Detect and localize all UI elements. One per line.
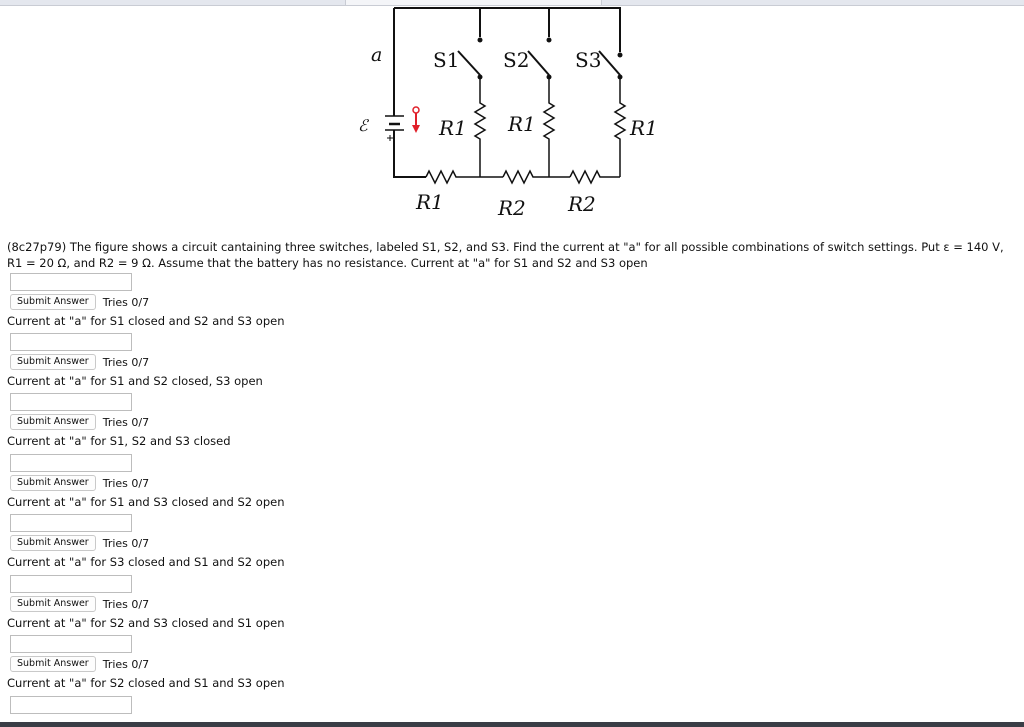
question-label-5: Current at "a" for S1 and S3 closed and S2 open <box>7 495 285 509</box>
bottom-bar <box>0 722 1024 727</box>
tries-counter-2: Tries 0/7 <box>102 355 150 369</box>
answer-block-5 <box>7 514 284 569</box>
submit-answer-button-2[interactable]: Submit Answer <box>10 354 96 370</box>
question-label-2: Current at "a" for S1 closed and S2 and S3 open <box>7 314 285 328</box>
question-label-4: Current at "a" for S1, S2 and S3 closed <box>7 434 231 448</box>
resistor-label-bottom-1: R1 <box>416 190 444 214</box>
answer-input-2[interactable] <box>10 333 132 351</box>
switch-label-s2: S2 <box>503 48 530 72</box>
answer-input-7[interactable] <box>10 635 132 653</box>
tries-counter-1: Tries 0/7 <box>102 295 150 309</box>
submit-answer-button-3[interactable]: Submit Answer <box>10 414 96 430</box>
answer-block-4 <box>7 454 284 509</box>
question-label-7: Current at "a" for S2 and S3 closed and S1 open <box>7 616 285 630</box>
tries-counter-7: Tries 0/7 <box>102 657 150 671</box>
resistor-label-top-3: R1 <box>630 116 658 140</box>
answer-input-8[interactable] <box>10 696 132 714</box>
submit-answer-button-7[interactable]: Submit Answer <box>10 656 96 672</box>
answer-input-1[interactable] <box>10 273 132 291</box>
tries-counter-3: Tries 0/7 <box>102 415 150 429</box>
problem-statement: (8c27p79) The figure shows a circuit cantaining three switches, labeled S1, S2, and S3. Find the current at "a" for all possible combinations of switch settings. Put ε = 140 V, R1 = 20 Ω, and R2 = 9 Ω. Assume that the battery has no resistance. Current at "a" for S1 and S2 and S3 open <box>7 240 1004 270</box>
resistor-label-top-1: R1 <box>439 116 467 140</box>
tries-counter-5: Tries 0/7 <box>102 536 150 550</box>
submit-answer-button-1[interactable]: Submit Answer <box>10 294 96 310</box>
question-label-3: Current at "a" for S1 and S2 closed, S3 open <box>7 374 263 388</box>
submit-answer-button-5[interactable]: Submit Answer <box>10 535 96 551</box>
question-label-8: Current at "a" for S2 closed and S1 and S3 open <box>7 676 285 690</box>
left-bottom-wire <box>394 130 426 177</box>
answer-block-1 <box>7 273 284 328</box>
switch-s1 <box>458 51 480 75</box>
switch-s2 <box>528 51 549 75</box>
tries-counter-6: Tries 0/7 <box>102 597 150 611</box>
question-label-6: Current at "a" for S3 closed and S1 and S2 open <box>7 555 285 569</box>
node-a-label: a <box>371 44 383 66</box>
switch-label-s3: S3 <box>575 48 602 72</box>
resistor-label-top-2: R1 <box>508 112 536 136</box>
answer-input-5[interactable] <box>10 514 132 532</box>
resistor-label-bottom-2: R2 <box>498 196 526 220</box>
tries-counter-4: Tries 0/7 <box>102 476 150 490</box>
answer-block-8 <box>7 696 132 714</box>
answer-input-6[interactable] <box>10 575 132 593</box>
emf-label: ℰ <box>358 116 368 135</box>
answer-block-3 <box>7 393 231 448</box>
submit-answer-button-6[interactable]: Submit Answer <box>10 596 96 612</box>
answer-input-3[interactable] <box>10 393 132 411</box>
switch-label-s1: S1 <box>433 48 460 72</box>
switch-s3 <box>599 51 620 75</box>
resistor-label-bottom-3: R2 <box>568 192 596 216</box>
answer-block-2 <box>7 333 263 388</box>
top-wire <box>394 8 620 52</box>
current-arrow <box>412 107 420 133</box>
answer-block-6 <box>7 575 284 630</box>
answer-block-7 <box>7 635 284 690</box>
circuit-figure <box>330 5 670 225</box>
submit-answer-button-4[interactable]: Submit Answer <box>10 475 96 491</box>
answer-input-4[interactable] <box>10 454 132 472</box>
